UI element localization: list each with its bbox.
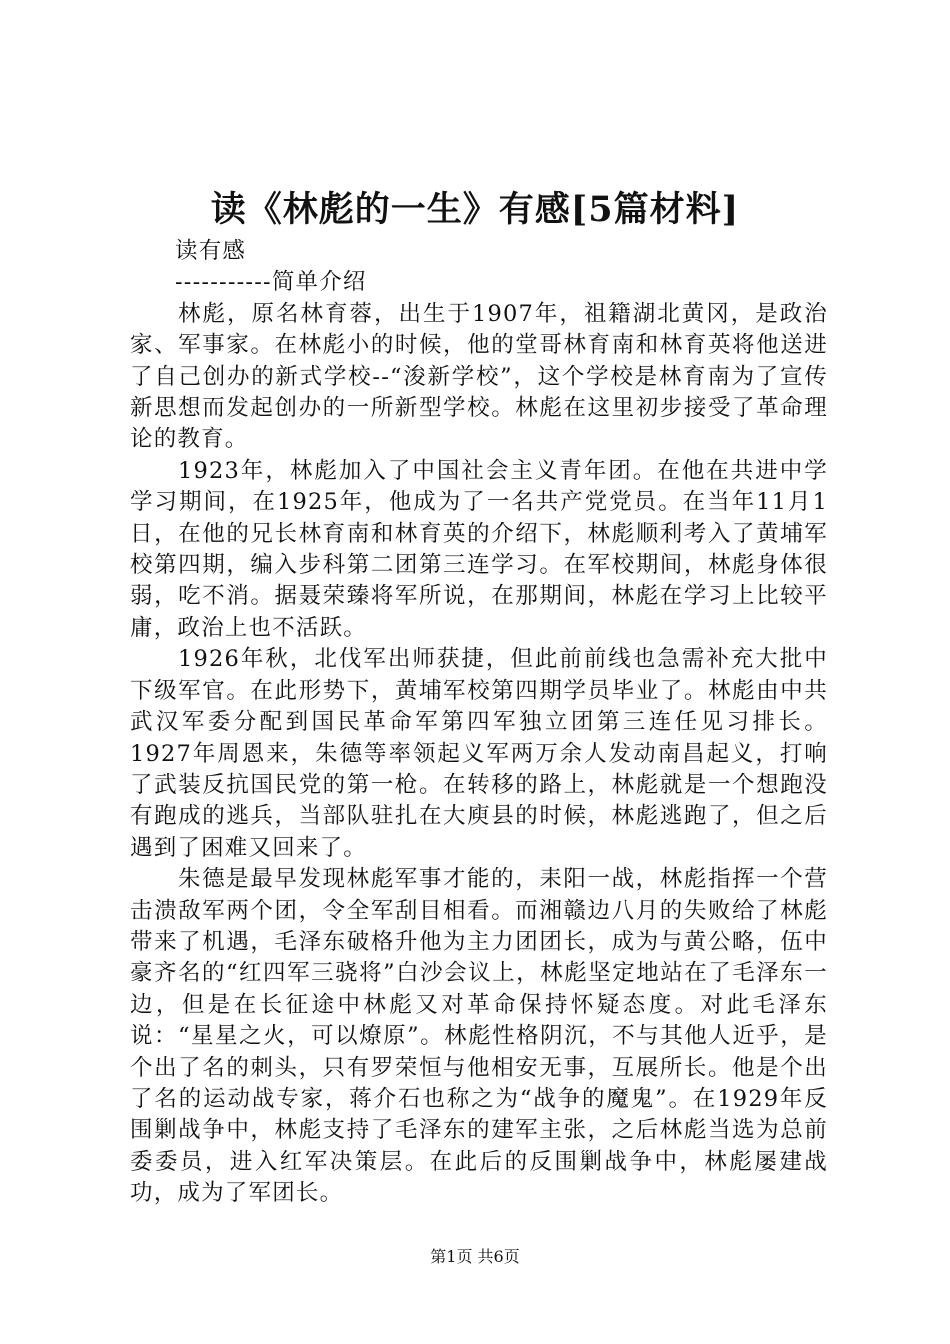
intro-line: 读有感 [175, 238, 247, 264]
paragraph: 1923年，林彪加入了中国社会主义青年团。在他在共进中学学习期间，在1925年，他成为了一名共产党党员。在当年11月1日，在他的兄长林育南和林育英的介绍下，林彪顺利考入了黄埔军校第四期，编入步科第二团第三连学习。在军校期间，林彪身体很弱，吃不消。据聂荣臻将军所说，在那期间，林彪在学习上比较平庸，政治上也不活跃。 [130, 457, 828, 641]
paragraph: 1926年秋，北伐军出师获捷，但此前前线也急需补充大批中下级军官。在此形势下，黄埔军校第四期学员毕业了。林彪由中共武汉军委分配到国民革命军第四军独立团第三连任见习排长。1927年周恩来，朱德等率领起义军两万余人发动南昌起义，打响了武装反抗国民党的第一枪。在转移的路上，林彪就是一个想跑没有跑成的逃兵，当部队驻扎在大庾县的时候，林彪逃跑了，但之后遇到了困难又回来了。 [130, 646, 828, 861]
paragraph: 林彪，原名林育蓉，出生于1907年，祖籍湖北黄冈，是政治家、军事家。在林彪小的时候，他的堂哥林育南和林育英将他送进了自己创办的新式学校--“浚新学校”，这个学校是林育南为了宣传新思想而发起创办的一所新型学校。林彪在这里初步接受了革命理论的教育。 [130, 300, 828, 453]
page-number: 第1页 共6页 [430, 1247, 520, 1266]
document-body [130, 236, 828, 1210]
paragraph: 朱德是最早发现林彪军事才能的，耒阳一战，林彪指挥一个营击溃敌军两个团，令全军刮目相看。而湘赣边八月的失败给了林彪带来了机遇，毛泽东破格升他为主力团团长，成为与黄公略，伍中豪齐名的“红四军三骁将”白沙会议上，林彪坚定地站在了毛泽东一边，但是在长征途中林彪又对革命保持怀疑态度。对此毛泽东说：“星星之火，可以燎原”。林彪性格阴沉，不与其他人近乎，是个出了名的刺头，只有罗荣恒与他相安无事，互展所长。他是个出了名的运动战专家，蒋介石也称之为“战争的魔鬼”。在1929年反围剿战争中，林彪支持了毛泽东的建军主张，之后林彪当选为总前委委员，进入红军决策层。在此后的反围剿战争中，林彪屡建战功，成为了军团长。 [130, 866, 828, 1207]
document-title: 读《林彪的一生》有感[5篇材料] [210, 189, 740, 230]
section-heading: -----------简单介绍 [175, 269, 367, 296]
